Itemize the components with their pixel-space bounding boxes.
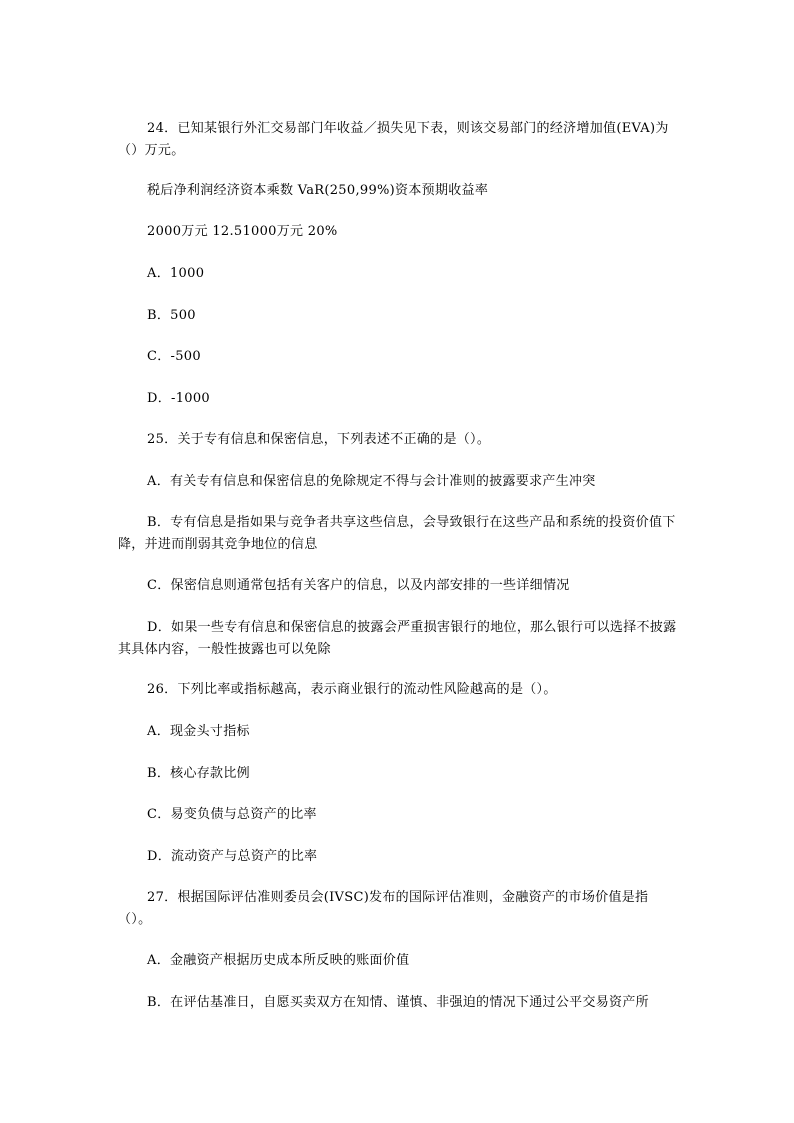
question-24-option-b: B．500 [147, 308, 196, 323]
question-24-stem: 24．已知某银行外汇交易部门年收益／损失见下表，则该交易部门的经济增加值(EVA)为（）万元。 [118, 121, 669, 158]
question-24-table-header: 税后净利润经济资本乘数 VaR(250,99%)资本预期收益率 [147, 183, 489, 198]
question-26-option-d: D．流动资产与总资产的比率 [147, 849, 318, 864]
question-27-option-a: A．金融资产根据历史成本所反映的账面价值 [147, 953, 410, 968]
question-25-stem: 25．关于专有信息和保密信息，下列表述不正确的是（）。 [147, 432, 491, 447]
question-24-table-row: 2000万元 12.51000万元 20% [147, 224, 338, 239]
question-25-option-d: D．如果一些专有信息和保密信息的披露会严重损害银行的地位，那么银行可以选择不披露其具体内容，一般性披露也可以免除 [118, 620, 677, 657]
question-25-option-c: C．保密信息则通常包括有关客户的信息，以及内部安排的一些详细情况 [147, 578, 570, 593]
question-25-option-a: A．有关专有信息和保密信息的免除规定不得与会计准则的披露要求产生冲突 [147, 474, 596, 489]
question-26-option-b: B．核心存款比例 [147, 766, 250, 781]
question-24-option-d: D．-1000 [147, 391, 210, 406]
question-27-stem: 27．根据国际评估准则委员会(IVSC)发布的国际评估准则，金融资产的市场价值是指（）。 [118, 890, 649, 927]
question-25-option-b: B．专有信息是指如果与竞争者共享这些信息，会导致银行在这些产品和系统的投资价值下降，并进而削弱其竞争地位的信息 [118, 515, 676, 552]
question-24-option-a: A．1000 [147, 266, 205, 281]
question-27-option-b: B．在评估基准日，自愿买卖双方在知情、谨慎、非强迫的情况下通过公平交易资产所 [147, 995, 649, 1010]
question-26-option-a: A．现金头寸指标 [147, 724, 250, 739]
question-24-option-c: C．-500 [147, 349, 201, 364]
question-26-stem: 26．下列比率或指标越高，表示商业银行的流动性风险越高的是（）。 [147, 682, 557, 697]
question-26-option-c: C．易变负债与总资产的比率 [147, 807, 317, 822]
